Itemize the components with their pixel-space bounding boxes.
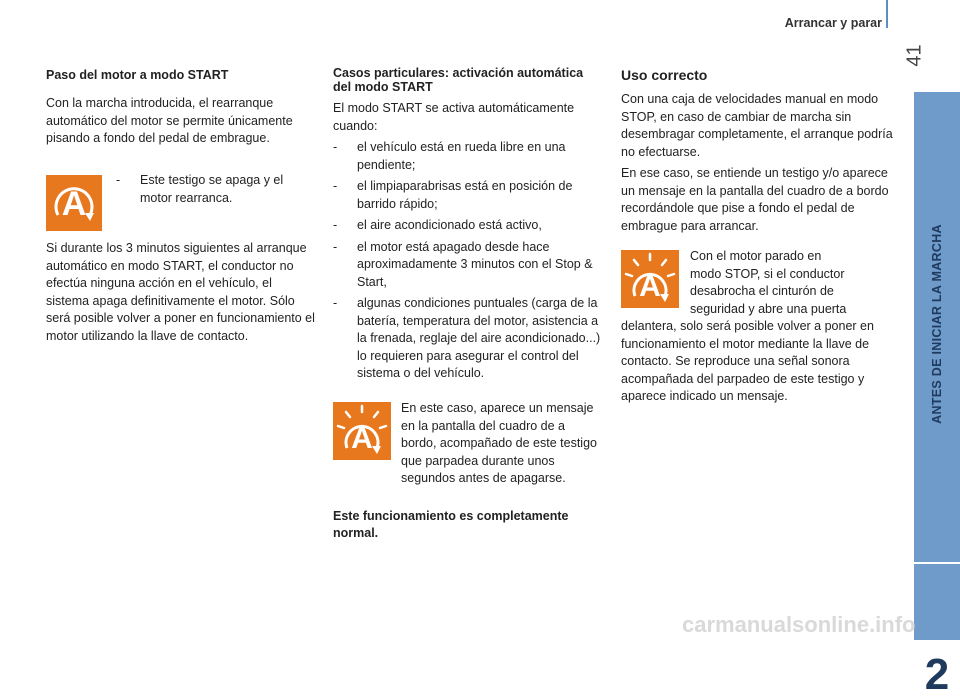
- page-number: 41: [903, 44, 926, 67]
- list-item: - el motor está apagado desde hace aproximadamente 3 minutos con el Stop & Start,: [333, 239, 593, 289]
- watermark: carmanualsonline.info: [682, 612, 916, 637]
- col3-heading: Uso correcto: [621, 67, 708, 83]
- col2-icon-note: En este caso, aparece un mensaje en la pantalla del cuadro de a bordo, acompañado de este testigo que parpadea durante unos segundos antes de apagarse.: [401, 401, 597, 485]
- svg-text:A: A: [61, 185, 87, 223]
- svg-text:A: A: [639, 270, 661, 303]
- col1-para2: Si durante los 3 minutos siguientes al arranque automático en modo START, el conductor no efectúa ninguna acción en el vehículo, el sistema apaga definitivamente el motor. Sólo será posible volver a poner en funcionamiento el motor utilizando la llave de contacto.: [46, 241, 315, 343]
- col3-icon-note-rest: delantera, solo será posible volver a poner en funcionamiento el motor mediante la llave de contacto. Se reproduce una señal sonora acompañada del parpadeo de este testigo y aparece indicado un mensaje.: [621, 319, 874, 403]
- column-1: [46, 68, 318, 148]
- auto-start-icon: [46, 175, 102, 231]
- text-line: Con el motor parado en: [690, 249, 822, 263]
- header-divider: [886, 0, 888, 28]
- column-2: [333, 66, 603, 387]
- col2-heading: Casos particulares: activación automática del modo START: [333, 66, 584, 94]
- chapter-divider: [914, 562, 960, 564]
- chapter-number: 2: [924, 650, 950, 699]
- col1-icon-note-block: [116, 172, 316, 207]
- text-line: seguridad y abre una puerta: [690, 301, 847, 316]
- col3-icon-note-rest-block: [621, 318, 895, 406]
- col3-para2: En ese caso, se entiende un testigo y/o aparece un mensaje en la pantalla del cuadro de a bordo recordándole que pise a fondo el pedal de embrague para arrancar.: [621, 166, 889, 233]
- col2-closing: Este funcionamiento es completamente normal.: [333, 509, 569, 540]
- col1-heading: Paso del motor a modo START: [46, 68, 229, 82]
- dash-mark: -: [116, 173, 121, 187]
- col2-icon-note-block: [401, 400, 603, 488]
- col2-closing-block: [333, 508, 603, 542]
- col1-para1: Con la marcha introducida, el rearranque automático del motor se permite únicamente pisando a fondo del pedal de embrague.: [46, 96, 293, 145]
- chapter-label: ANTES DE INICIAR LA MARCHA: [930, 224, 944, 424]
- svg-text:A: A: [351, 422, 373, 455]
- col3-icon-note-lines: [690, 248, 895, 318]
- auto-start-flashing-icon: [333, 402, 391, 460]
- col2-intro: El modo START se activa automáticamente cuando:: [333, 101, 575, 133]
- col1-para2-block: [46, 240, 318, 345]
- section-title: Arrancar y parar: [784, 16, 882, 30]
- col3-para1: Con una caja de velocidades manual en modo STOP, en caso de cambiar de marcha sin desembragar completamente, el arranque podría no efectuarse.: [621, 92, 893, 159]
- list-item: - el limpiaparabrisas está en posición de barrido rápido;: [333, 179, 573, 211]
- col1-icon-note: Este testigo se apaga y el motor rearranca.: [140, 173, 284, 205]
- text-line: desabrocha el cinturón de: [690, 284, 834, 298]
- col2-bullet-list: [333, 139, 603, 383]
- chapter-tab: [914, 92, 960, 699]
- list-item: - algunas condiciones puntuales (carga de la batería, temperatura del motor, asistencia a la frenada, reglaje del aire acondicionado...) lo requieren para asegurar el control del sistema o del vehículo.: [333, 296, 601, 380]
- list-item: - el aire acondicionado está activo,: [333, 218, 542, 232]
- column-3: [621, 66, 893, 235]
- text-line: modo STOP, si el conductor: [690, 266, 845, 281]
- list-item: - el vehículo está en rueda libre en una pendiente;: [333, 140, 566, 172]
- auto-start-flashing-icon: [621, 250, 679, 308]
